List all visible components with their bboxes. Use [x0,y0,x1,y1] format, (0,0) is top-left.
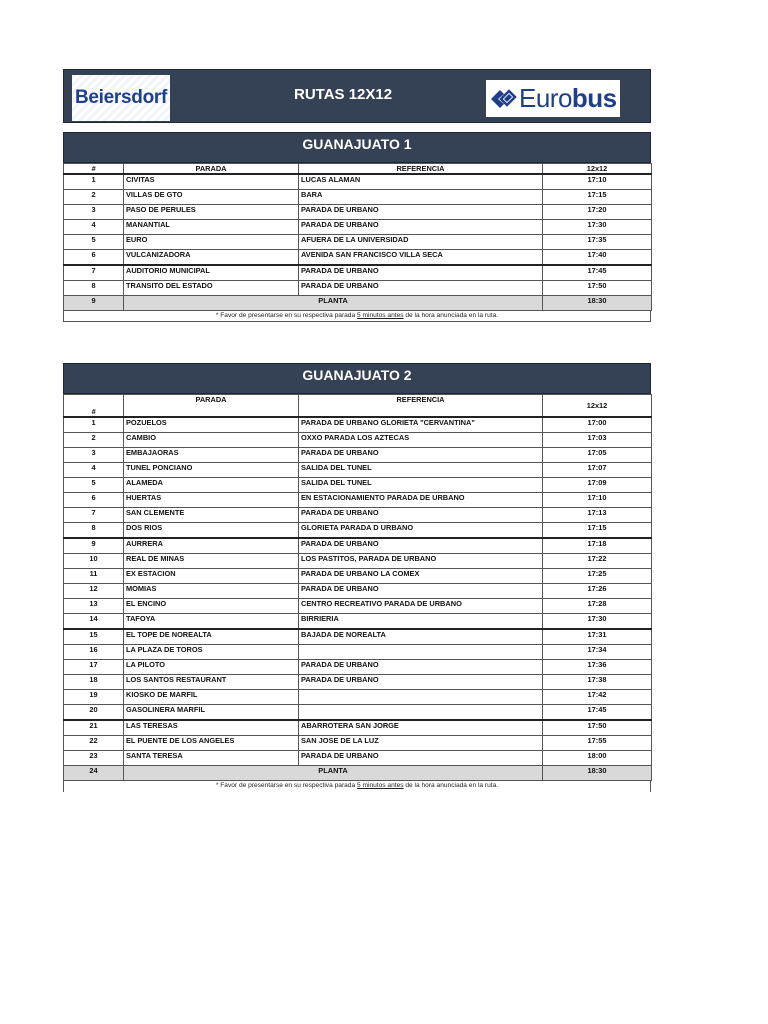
stop-number: 9 [64,296,124,311]
stop-parada: VILLAS DE GTO [124,190,299,205]
stop-time: 17:09 [543,478,652,493]
table-row [64,538,652,554]
stop-number: 4 [64,463,124,478]
stop-time: 17:45 [543,705,652,721]
stop-number: 5 [64,235,124,250]
table-header-row [64,395,652,418]
stop-parada: SANTA TERESA [124,751,299,766]
stop-referencia: ABARROTERA SAN JORGE [299,720,543,736]
stop-referencia: OXXO PARADA LOS AZTECAS [299,433,543,448]
stop-time: 17:28 [543,599,652,614]
stop-time: 17:50 [543,720,652,736]
stop-referencia: PARADA DE URBANO [299,751,543,766]
stop-referencia: PARADA DE URBANO [299,265,543,281]
stop-parada: ALAMEDA [124,478,299,493]
route-guanajuato-1 [63,132,651,322]
table-row [64,281,652,296]
stop-time: 17:07 [543,463,652,478]
stop-number: 12 [64,584,124,599]
stop-referencia: PARADA DE URBANO [299,584,543,599]
stop-number: 16 [64,645,124,660]
stop-referencia: LOS PASTITOS, PARADA DE URBANO [299,554,543,569]
eurobus-mark-icon [488,84,518,114]
stop-parada: MOMIAS [124,584,299,599]
stop-number: 3 [64,448,124,463]
stop-time: 17:36 [543,660,652,675]
stop-number: 17 [64,660,124,675]
stop-time: 17:05 [543,448,652,463]
stop-number: 8 [64,281,124,296]
stop-parada: KIOSKO DE MARFIL [124,690,299,705]
stop-referencia: SAN JOSE DE LA LUZ [299,736,543,751]
table-row [64,493,652,508]
stop-time: 17:55 [543,736,652,751]
table-row [64,751,652,766]
stop-time: 17:38 [543,675,652,690]
stop-parada: LA PILOTO [124,660,299,675]
stop-referencia: SALIDA DEL TUNEL [299,463,543,478]
stop-parada: GASOLINERA MARFIL [124,705,299,721]
col-referencia-header: REFERENCIA [299,395,543,418]
stop-parada: LAS TERESAS [124,720,299,736]
stop-time: 17:26 [543,584,652,599]
stop-time: 17:42 [543,690,652,705]
stop-parada: EMBAJAORAS [124,448,299,463]
table-row [64,235,652,250]
stop-time: 17:00 [543,417,652,433]
stop-parada: AURRERA [124,538,299,554]
stop-parada: EURO [124,235,299,250]
stop-referencia: BIRRIERIA [299,614,543,630]
stop-referencia: GLORIETA PARADA D URBANO [299,523,543,539]
planta-label: PLANTA [124,296,543,311]
stop-parada: TUNEL PONCIANO [124,463,299,478]
stop-number: 7 [64,508,124,523]
stop-referencia: AFUERA DE LA UNIVERSIDAD [299,235,543,250]
stop-referencia: PARADA DE URBANO [299,205,543,220]
route-title: GUANAJUATO 2 [63,363,651,394]
stop-time: 17:31 [543,629,652,645]
stop-number: 6 [64,250,124,266]
planta-label: PLANTA [124,766,543,781]
table-row-planta [64,296,652,311]
stop-number: 18 [64,675,124,690]
stop-referencia: PARADA DE URBANO [299,220,543,235]
stop-number: 1 [64,174,124,190]
stop-parada: EL TOPE DE NOREALTA [124,629,299,645]
stop-referencia: SALIDA DEL TUNEL [299,478,543,493]
stop-referencia: PARADA DE URBANO [299,660,543,675]
stop-parada: LOS SANTOS RESTAURANT [124,675,299,690]
stop-referencia: PARADA DE URBANO [299,281,543,296]
beiersdorf-logo [72,75,170,121]
route-note [63,781,651,792]
stop-parada: PASO DE PERULES [124,205,299,220]
col-referencia-header: REFERENCIA [299,164,543,175]
stop-parada: LA PLAZA DE TOROS [124,645,299,660]
table-row [64,190,652,205]
col-parada-header: PARADA [124,164,299,175]
stop-number: 24 [64,766,124,781]
stop-number: 9 [64,538,124,554]
table-row [64,463,652,478]
route-table [63,394,652,781]
table-row [64,629,652,645]
stop-number: 10 [64,554,124,569]
table-row [64,554,652,569]
table-row [64,675,652,690]
note-emphasis: 5 minutos antes [356,312,404,319]
stop-time: 17:50 [543,281,652,296]
table-row [64,220,652,235]
note-text: * Favor de presentarse en su respectiva parada [215,312,357,319]
stop-referencia: LUCAS ALAMAN [299,174,543,190]
stop-referencia: PARADA DE URBANO GLORIETA "CERVANTINA" [299,417,543,433]
stop-parada: EL PUENTE DE LOS ANGELES [124,736,299,751]
page-header [63,69,651,123]
table-row [64,508,652,523]
stop-time: 17:20 [543,205,652,220]
stop-parada: DOS RIOS [124,523,299,539]
col-parada-header: PARADA [124,395,299,418]
stop-referencia: PARADA DE URBANO [299,675,543,690]
stop-number: 8 [64,523,124,539]
stop-number: 22 [64,736,124,751]
stop-number: 20 [64,705,124,721]
stop-parada: AUDITORIO MUNICIPAL [124,265,299,281]
col-time-header: 12x12 [543,164,652,175]
stop-parada: TRANSITO DEL ESTADO [124,281,299,296]
table-row [64,599,652,614]
stop-parada: VULCANIZADORA [124,250,299,266]
stop-number: 2 [64,190,124,205]
stop-time: 17:25 [543,569,652,584]
stop-parada: EL ENCINO [124,599,299,614]
stop-parada: POZUELOS [124,417,299,433]
col-num-header: # [64,164,124,175]
stop-time: 17:34 [543,645,652,660]
stop-referencia: PARADA DE URBANO [299,538,543,554]
stop-referencia [299,645,543,660]
table-row [64,205,652,220]
stop-time: 17:35 [543,235,652,250]
stop-parada: EX ESTACION [124,569,299,584]
beiersdorf-logo-text: Beiersdorf [74,87,168,108]
stop-referencia: CENTRO RECREATIVO PARADA DE URBANO [299,599,543,614]
table-row [64,265,652,281]
stop-parada: SAN CLEMENTE [124,508,299,523]
stop-parada: TAFOYA [124,614,299,630]
route-note [63,311,651,322]
table-row [64,523,652,539]
table-row [64,660,652,675]
table-row [64,705,652,721]
stop-time: 18:00 [543,751,652,766]
note-text: * Favor de presentarse en su respectiva parada [215,782,357,789]
stop-number: 3 [64,205,124,220]
stop-time: 17:30 [543,614,652,630]
route-table [63,163,652,311]
stop-time: 17:40 [543,250,652,266]
table-row [64,584,652,599]
stop-parada: CAMBIO [124,433,299,448]
table-row [64,645,652,660]
stop-referencia [299,690,543,705]
table-row-planta [64,766,652,781]
stop-referencia: PARADA DE URBANO [299,448,543,463]
stop-time: 17:30 [543,220,652,235]
stop-referencia: EN ESTACIONAMIENTO PARADA DE URBANO [299,493,543,508]
eurobus-logo [486,80,620,117]
stop-referencia: PARADA DE URBANO LA COMEX [299,569,543,584]
stop-referencia [299,705,543,721]
stop-number: 14 [64,614,124,630]
table-row [64,569,652,584]
stop-number: 7 [64,265,124,281]
stop-number: 4 [64,220,124,235]
stop-time: 18:30 [543,766,652,781]
stop-time: 17:13 [543,508,652,523]
route-guanajuato-2 [63,363,651,792]
table-row [64,690,652,705]
table-row [64,448,652,463]
stop-time: 17:22 [543,554,652,569]
table-row [64,417,652,433]
stop-parada: REAL DE MINAS [124,554,299,569]
note-text-end: de la hora anunciada en la ruta. [403,312,499,319]
table-row [64,433,652,448]
note-emphasis: 5 minutos antes [356,782,404,789]
eurobus-wordmark [519,83,617,114]
stop-referencia: BARA [299,190,543,205]
stop-time: 17:10 [543,493,652,508]
stop-number: 15 [64,629,124,645]
page-title: RUTAS 12X12 [294,86,393,103]
eurobus-suffix: bus [571,83,617,113]
stop-number: 6 [64,493,124,508]
stop-parada: CIVITAS [124,174,299,190]
table-row [64,174,652,190]
stop-parada: HUERTAS [124,493,299,508]
stop-time: 17:03 [543,433,652,448]
stop-parada: MANANTIAL [124,220,299,235]
stop-time: 17:18 [543,538,652,554]
stop-referencia: AVENIDA SAN FRANCISCO VILLA SECA [299,250,543,266]
stop-time: 17:10 [543,174,652,190]
stop-time: 17:45 [543,265,652,281]
note-text-end: de la hora anunciada en la ruta. [403,782,499,789]
stop-time: 18:30 [543,296,652,311]
col-time-header: 12x12 [543,395,652,418]
col-num-header: # [64,395,124,418]
table-row [64,614,652,630]
table-header-row [64,164,652,175]
table-row [64,720,652,736]
stop-referencia: PARADA DE URBANO [299,508,543,523]
stop-number: 5 [64,478,124,493]
stop-time: 17:15 [543,190,652,205]
eurobus-prefix: Euro [519,83,572,113]
route-title: GUANAJUATO 1 [63,132,651,163]
stop-number: 23 [64,751,124,766]
stop-number: 19 [64,690,124,705]
stop-number: 11 [64,569,124,584]
table-row [64,478,652,493]
stop-number: 13 [64,599,124,614]
stop-number: 2 [64,433,124,448]
stop-number: 21 [64,720,124,736]
stop-time: 17:15 [543,523,652,539]
stop-referencia: BAJADA DE NOREALTA [299,629,543,645]
table-row [64,250,652,266]
stop-number: 1 [64,417,124,433]
table-row [64,736,652,751]
